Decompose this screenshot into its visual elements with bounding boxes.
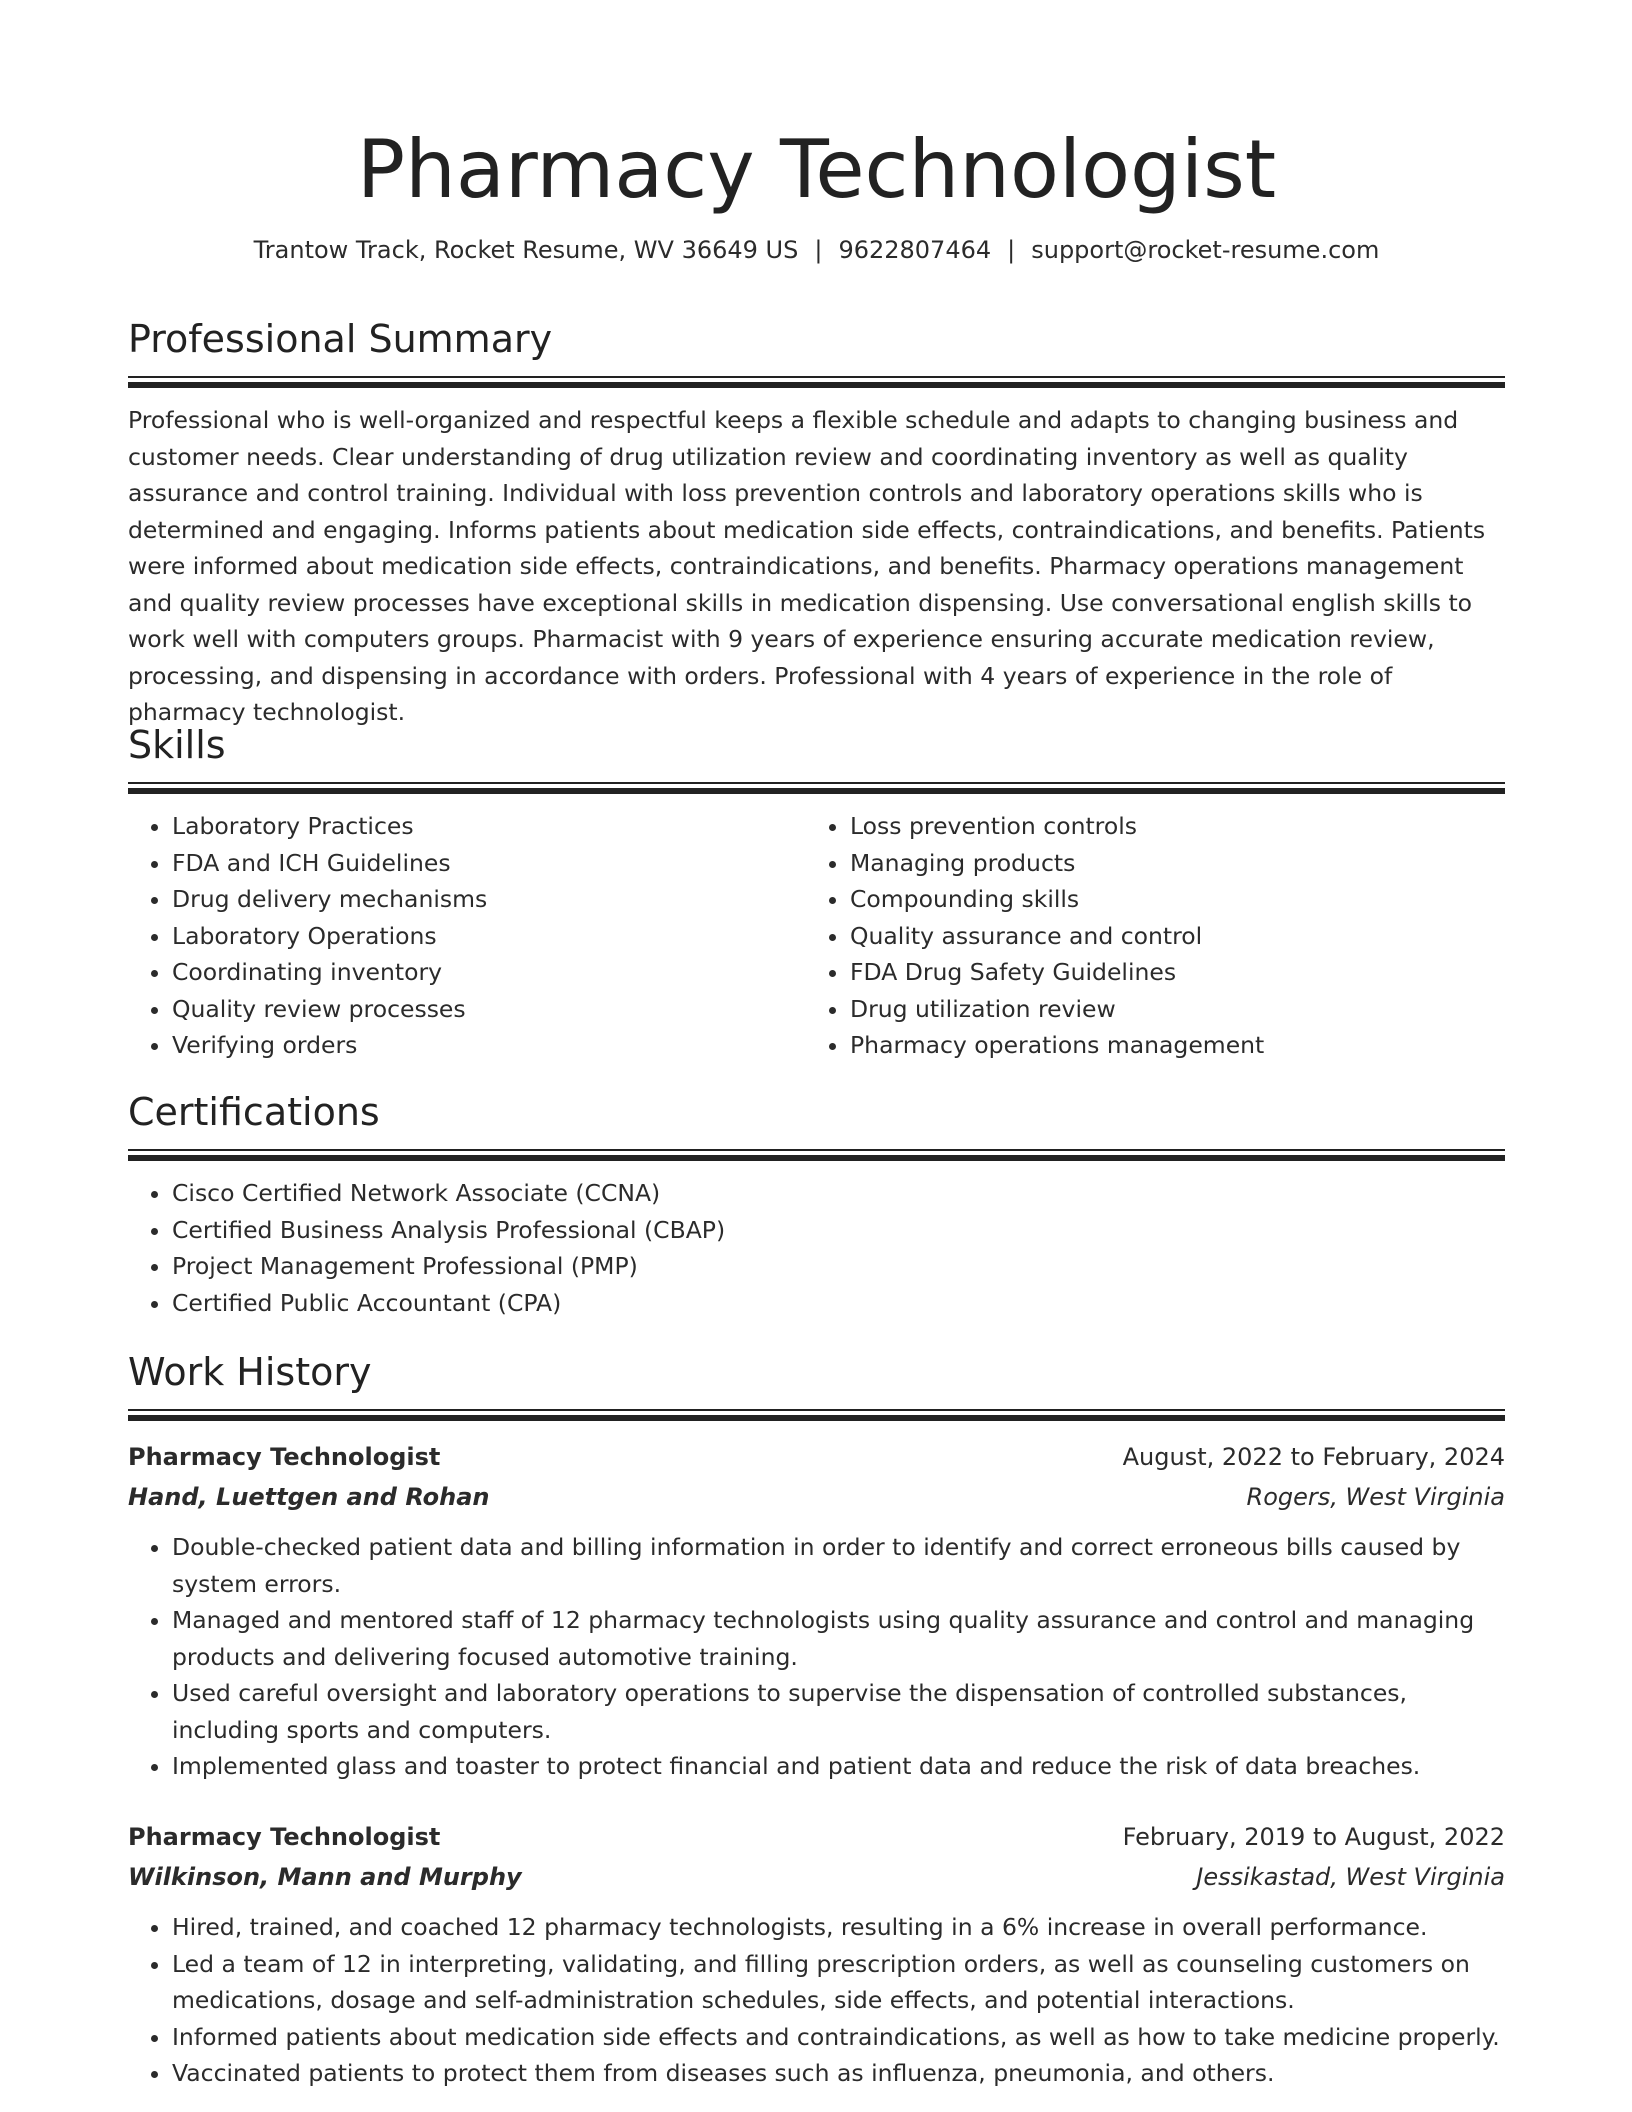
- job-bullet: • Vaccinated patients to protect them from diseases such as influenza, pneumonia, and others.: [172, 2055, 1505, 2092]
- skill-item: • Verifying orders: [172, 1027, 806, 1064]
- job-company: Hand, Luettgen and Rohan: [128, 1483, 490, 1511]
- skill-item: • Coordinating inventory: [172, 954, 806, 991]
- skill-item: • Pharmacy operations management: [850, 1027, 1484, 1064]
- section-title-skills: Skills: [128, 723, 226, 767]
- skills-column-left: [128, 808, 806, 1064]
- section-summary: [128, 316, 1505, 731]
- certification-item: • Certified Public Accountant (CPA): [172, 1285, 1505, 1322]
- section-work-history: [128, 1349, 1505, 1421]
- certification-item: • Project Management Professional (PMP): [172, 1248, 1505, 1285]
- section-rule: [128, 782, 1505, 794]
- resume-page: [128, 0, 1505, 2087]
- skill-item: • Drug delivery mechanisms: [172, 881, 806, 918]
- section-rule: [128, 1149, 1505, 1161]
- section-title-work-history: Work History: [128, 1350, 372, 1394]
- certification-item: • Cisco Certified Network Associate (CCNA): [172, 1175, 1505, 1212]
- job-bullet: • Hired, trained, and coached 12 pharmacy technologists, resulting in a 6% increase in overall performance.: [172, 1909, 1505, 1946]
- skill-item: • Compounding skills: [850, 881, 1484, 918]
- section-rule: [128, 376, 1505, 388]
- contact-line: [128, 234, 1505, 266]
- contact-separator: |: [1007, 236, 1016, 264]
- job-entry: [128, 1817, 1505, 2092]
- skills-columns: [128, 808, 1505, 1064]
- skill-item: • Drug utilization review: [850, 991, 1484, 1028]
- contact-separator: |: [814, 236, 823, 264]
- job-header-row: [128, 1437, 1505, 1477]
- section-title-certifications: Certifications: [128, 1090, 380, 1134]
- job-company-row: [128, 1857, 1505, 1897]
- skill-item: • Laboratory Practices: [172, 808, 806, 845]
- skills-column-right: [806, 808, 1484, 1064]
- job-entry: [128, 1437, 1505, 1785]
- skill-item: • Managing products: [850, 845, 1484, 882]
- summary-text: Professional who is well-organized and respectful keeps a flexible schedule and adapts to changing business and customer needs. Clear understanding of drug utilization review and coordinating inventory as well as quality assurance and control training. Individual with loss prevention controls and laboratory operations skills who is determined and engaging. Informs patients about medication side effects, contraindications, and benefits. Patients were informed about medication side effects, contraindications, and benefits. Pharmacy operations management and quality review processes have exceptional skills in medication dispensing. Use conversational english skills to work well with computers groups. Pharmacist with 9 years of experience ensuring accurate medication review, processing, and dispensing in accordance with orders. Professional with 4 years of experience in the role of pharmacy technologist.: [128, 406, 1486, 726]
- job-company-row: [128, 1477, 1505, 1517]
- contact-email[interactable]: support@rocket-resume.com: [1031, 236, 1380, 264]
- skill-item: • Loss prevention controls: [850, 808, 1484, 845]
- skill-item: • FDA Drug Safety Guidelines: [850, 954, 1484, 991]
- contact-address: Trantow Track, Rocket Resume, WV 36649 US: [253, 236, 799, 264]
- job-title: Pharmacy Technologist: [128, 1823, 441, 1851]
- job-bullet: • Used careful oversight and laboratory operations to supervise the dispensation of controlled substances, including sports and computers.: [172, 1675, 1505, 1748]
- job-header-row: [128, 1817, 1505, 1857]
- job-location: Jessikastad, West Virginia: [1196, 1863, 1505, 1891]
- certification-item: • Certified Business Analysis Professional (CBAP): [172, 1212, 1505, 1249]
- job-location: Rogers, West Virginia: [1246, 1483, 1505, 1511]
- section-rule: [128, 1409, 1505, 1421]
- job-dates: February, 2019 to August, 2022: [1122, 1823, 1505, 1851]
- section-certifications: [128, 1089, 1505, 1321]
- job-bullet: • Implemented glass and toaster to protect financial and patient data and reduce the risk of data breaches.: [172, 1748, 1505, 1785]
- contact-phone: 9622807464: [838, 236, 992, 264]
- resume-name: Pharmacy Technologist: [356, 123, 1277, 216]
- section-title-summary: Professional Summary: [128, 317, 553, 361]
- job-title: Pharmacy Technologist: [128, 1443, 441, 1471]
- skill-item: • FDA and ICH Guidelines: [172, 845, 806, 882]
- job-bullet: • Double-checked patient data and billing information in order to identify and correct erroneous bills caused by system errors.: [172, 1529, 1505, 1602]
- skill-item: • Laboratory Operations: [172, 918, 806, 955]
- job-bullet: • Led a team of 12 in interpreting, validating, and filling prescription orders, as well as counseling customers on medications, dosage and self-administration schedules, side effects, and potential interactions.: [172, 1946, 1505, 2019]
- skill-item: • Quality assurance and control: [850, 918, 1484, 955]
- job-company: Wilkinson, Mann and Murphy: [128, 1863, 522, 1891]
- section-skills: [128, 722, 1505, 1064]
- job-bullet: • Informed patients about medication side effects and contraindications, as well as how to take medicine properly.: [172, 2019, 1505, 2056]
- job-dates: August, 2022 to February, 2024: [1122, 1443, 1505, 1471]
- skill-item: • Quality review processes: [172, 991, 806, 1028]
- job-bullet: • Managed and mentored staff of 12 pharmacy technologists using quality assurance and control and managing products and delivering focused automotive training.: [172, 1602, 1505, 1675]
